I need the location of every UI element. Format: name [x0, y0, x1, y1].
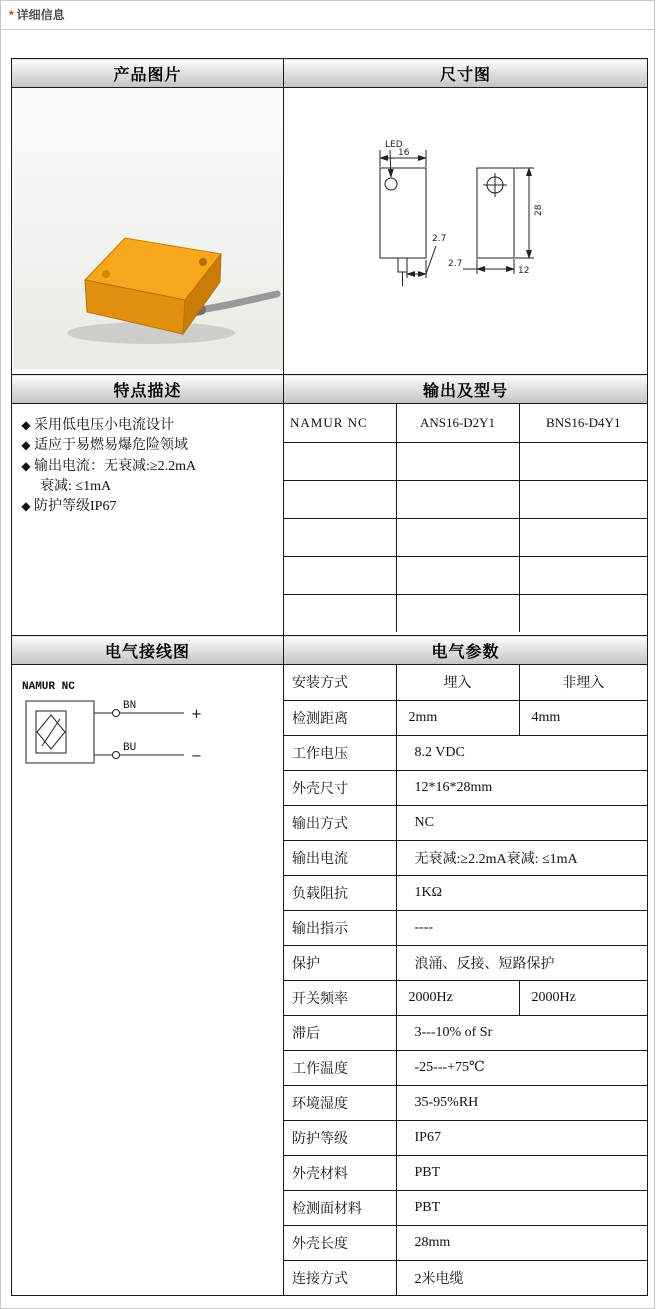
dim-led-label: LED [384, 140, 403, 150]
model-row-empty [284, 594, 647, 632]
param-label: 负载阻抗 [284, 875, 396, 910]
param-row [284, 1050, 647, 1085]
param-label: 外壳材料 [284, 1155, 396, 1190]
bn-wire-label: BN [123, 700, 137, 712]
param-value: 非埋入 [519, 665, 647, 700]
bn-terminal-dot [113, 710, 120, 717]
wiring-params-row [12, 665, 648, 1296]
feature-text: 衰减: ≤1mA [40, 478, 112, 494]
model-row-empty [284, 518, 647, 556]
param-value: 1KΩ [396, 875, 647, 910]
feature-item [18, 477, 279, 497]
param-value: ---- [396, 910, 647, 945]
wiring-title: NAMUR NC [22, 681, 75, 693]
param-value: 埋入 [396, 665, 519, 700]
param-value: 无衰减:≥2.2mA衰减: ≤1mA [396, 840, 647, 875]
param-row [284, 1190, 647, 1225]
param-row [284, 875, 647, 910]
output-models-header: 输出及型号 [284, 375, 648, 404]
feature-text: 防护等级IP67 [34, 499, 117, 515]
section-header-row [12, 59, 648, 88]
model-row-empty [284, 442, 647, 480]
spec-table [11, 58, 648, 1296]
section-header-row [12, 636, 648, 665]
param-value: 2mm [396, 700, 519, 735]
param-label: 滞后 [284, 1015, 396, 1050]
output-models-cell [284, 404, 648, 636]
param-label: 工作温度 [284, 1050, 396, 1085]
model-nonflush: BNS16-D4Y1 [519, 404, 647, 442]
features-cell [12, 404, 284, 636]
param-label: 开关频率 [284, 980, 396, 1015]
param-row [284, 665, 647, 700]
output-models-table [284, 404, 647, 632]
dim-cable-offset-label: 2.7 [431, 234, 446, 244]
param-row [284, 1085, 647, 1120]
param-row [284, 1015, 647, 1050]
model-row-empty [284, 556, 647, 594]
param-value: 28mm [396, 1225, 647, 1260]
features-model-row [12, 404, 648, 636]
param-label: 安装方式 [284, 665, 396, 700]
param-value: 2000Hz [396, 980, 519, 1015]
param-label: 连接方式 [284, 1260, 396, 1295]
param-label: 保护 [284, 945, 396, 980]
dimension-drawing [286, 88, 646, 369]
dim-height-label: 28 [533, 204, 544, 216]
electrical-params-cell [284, 665, 648, 1296]
param-row [284, 840, 647, 875]
electrical-params-header: 电气参数 [284, 636, 648, 665]
feature-item [18, 416, 279, 436]
param-value: -25---+75℃ [396, 1050, 647, 1085]
feature-item [18, 436, 279, 456]
param-label: 输出方式 [284, 805, 396, 840]
param-label: 环境湿度 [284, 1085, 396, 1120]
param-label: 外壳尺寸 [284, 770, 396, 805]
wiring-diagram [16, 673, 266, 803]
model-row [284, 404, 647, 442]
minus-terminal-label: − [191, 749, 202, 764]
detail-info-header [1, 1, 654, 30]
param-value: NC [396, 805, 647, 840]
param-value: PBT [396, 1190, 647, 1225]
param-label: 防护等级 [284, 1120, 396, 1155]
param-label: 外壳长度 [284, 1225, 396, 1260]
detail-info-title: 详细信息 [16, 8, 65, 22]
dim-width-label: 16 [397, 148, 409, 158]
param-value: IP67 [396, 1120, 647, 1155]
param-value: 3---10% of Sr [396, 1015, 647, 1050]
model-row-empty [284, 480, 647, 518]
param-row [284, 700, 647, 735]
feature-item [18, 497, 279, 517]
dim-side-offset-label: 2.7 [447, 259, 462, 269]
feature-text: 适应于易燃易爆危险领域 [34, 438, 188, 454]
product-photo [13, 88, 283, 369]
diamond-bullet-icon: ◆ [21, 499, 31, 514]
param-row [284, 805, 647, 840]
model-flush: ANS16-D2Y1 [396, 404, 519, 442]
wiring-header: 电气接线图 [12, 636, 284, 665]
param-label: 输出指示 [284, 910, 396, 945]
param-row [284, 1155, 647, 1190]
param-row [284, 735, 647, 770]
param-label: 工作电压 [284, 735, 396, 770]
param-label: 检测距离 [284, 700, 396, 735]
param-value: 浪涌、反接、短路保护 [396, 945, 647, 980]
param-value: 2000Hz [519, 980, 647, 1015]
product-image-header: 产品图片 [12, 59, 284, 88]
param-label: 检测面材料 [284, 1190, 396, 1225]
diamond-bullet-icon: ◆ [21, 438, 31, 453]
param-row [284, 1260, 647, 1295]
param-row [284, 1225, 647, 1260]
features-header: 特点描述 [12, 375, 284, 404]
product-photo-cell [12, 88, 284, 375]
bu-wire-label: BU [123, 742, 137, 754]
diamond-bullet-icon: ◆ [21, 418, 31, 432]
dim-depth-label: 12 [517, 266, 529, 276]
wiring-diagram-cell [12, 665, 284, 1296]
dimension-drawing-cell [284, 88, 648, 375]
param-row [284, 945, 647, 980]
param-row [284, 770, 647, 805]
param-value: 4mm [519, 700, 647, 735]
bu-terminal-dot [113, 752, 120, 759]
param-value: PBT [396, 1155, 647, 1190]
param-label: 输出电流 [284, 840, 396, 875]
feature-item [18, 457, 279, 477]
param-row [284, 1120, 647, 1155]
dimension-header: 尺寸图 [284, 59, 648, 88]
param-row [284, 980, 647, 1015]
image-row [12, 88, 648, 375]
plus-terminal-label: + [191, 707, 202, 722]
param-row [284, 910, 647, 945]
param-value: 12*16*28mm [396, 770, 647, 805]
feature-text: 输出电流：无衰减:≥2.2mA [34, 458, 197, 474]
asterisk-mark: * [9, 8, 14, 22]
electrical-params-table [284, 665, 647, 1295]
param-value: 2米电缆 [396, 1260, 647, 1295]
feature-text: 采用低电压小电流设计 [34, 418, 174, 433]
model-output-type: NAMUR NC [284, 404, 396, 442]
diamond-bullet-icon: ◆ [21, 458, 31, 473]
param-value: 8.2 VDC [396, 735, 647, 770]
section-header-row [12, 375, 648, 404]
param-value: 35-95%RH [396, 1085, 647, 1120]
